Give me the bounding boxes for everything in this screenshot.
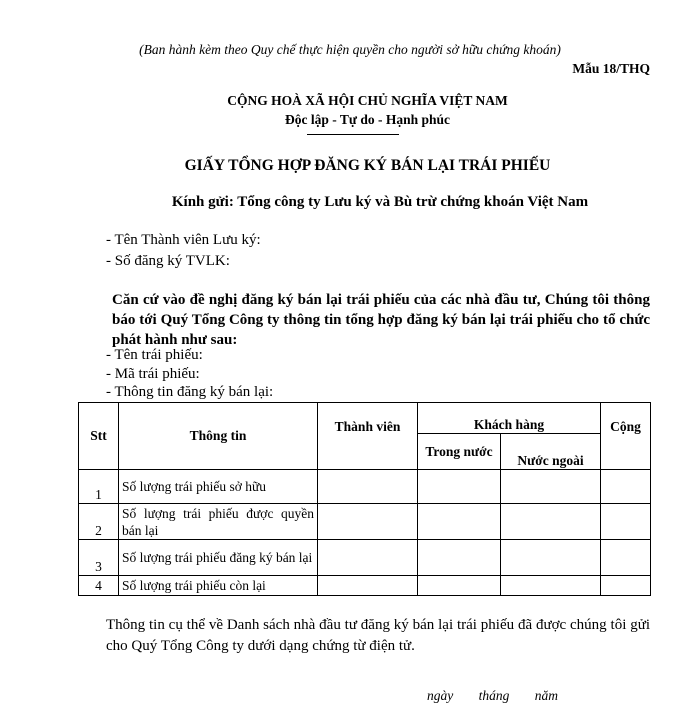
header-foreign: Nước ngoài	[501, 434, 601, 470]
row-label: Số lượng trái phiếu được quyền bán lại	[119, 504, 318, 540]
header-divider	[307, 134, 399, 135]
total-cell	[601, 504, 651, 540]
member-name-field: - Tên Thành viên Lưu ký:	[106, 232, 261, 248]
total-cell	[601, 540, 651, 576]
table-row	[79, 504, 651, 540]
table-row	[79, 576, 651, 596]
domestic-cell	[418, 540, 501, 576]
bond-code-field: - Mã trái phiếu:	[106, 366, 200, 382]
foreign-cell	[501, 470, 601, 504]
header-domestic: Trong nước	[418, 434, 501, 470]
row-label: Số lượng trái phiếu còn lại	[119, 576, 318, 596]
row-stt: 3	[79, 540, 119, 576]
domestic-cell	[418, 504, 501, 540]
document-title: GIẤY TỔNG HỢP ĐĂNG KÝ BÁN LẠI TRÁI PHIẾU	[184, 157, 551, 174]
closing-paragraph: Thông tin cụ thể về Danh sách nhà đầu tư đăng ký bán lại trái phiếu đã được chúng tôi gửi cho Quý Tổng Công ty dưới dạng chứng từ điện tử.	[106, 617, 650, 654]
total-cell	[601, 470, 651, 504]
member-cell	[318, 470, 418, 504]
registration-no-field: - Số đăng ký TVLK:	[106, 253, 230, 269]
row-stt: 2	[79, 504, 119, 540]
national-motto: Độc lập - Tự do - Hạnh phúc	[284, 112, 451, 127]
header-stt: Stt	[79, 403, 119, 470]
member-cell	[318, 504, 418, 540]
resale-summary-table	[78, 402, 651, 596]
date-line: ngày tháng năm	[427, 688, 558, 703]
national-title: CỘNG HOÀ XÃ HỘI CHỦ NGHĨA VIỆT NAM	[227, 93, 508, 108]
header-member: Thành viên	[318, 403, 418, 470]
foreign-cell	[501, 504, 601, 540]
table-row	[79, 470, 651, 504]
domestic-cell	[418, 470, 501, 504]
row-stt: 1	[79, 470, 119, 504]
form-code: Mẫu 18/THQ	[572, 61, 650, 76]
resale-info-field: - Thông tin đăng ký bán lại:	[106, 384, 274, 400]
member-cell	[318, 576, 418, 596]
bond-name-field: - Tên trái phiếu:	[106, 347, 203, 363]
intro-paragraph: Căn cứ vào đề nghị đăng ký bán lại trái phiếu của các nhà đầu tư, Chúng tôi thông báo tới Quý Tổng Công ty thông tin tổng hợp đăng ký bán lại trái phiếu cho tổ chức phát hành như sau:	[112, 292, 650, 348]
row-stt: 4	[79, 576, 119, 596]
total-cell	[601, 576, 651, 596]
header-info: Thông tin	[119, 403, 318, 470]
header-customer: Khách hàng	[418, 403, 601, 434]
decree-note: (Ban hành kèm theo Quy chế thực hiện quyền cho người sở hữu chứng khoán)	[139, 42, 561, 57]
row-label: Số lượng trái phiếu đăng ký bán lại	[119, 540, 318, 576]
foreign-cell	[501, 576, 601, 596]
domestic-cell	[418, 576, 501, 596]
foreign-cell	[501, 540, 601, 576]
header-total: Cộng	[601, 403, 651, 470]
row-label: Số lượng trái phiếu sở hữu	[119, 470, 318, 504]
greeting: Kính gửi: Tổng công ty Lưu ký và Bù trừ chứng khoán Việt Nam	[171, 194, 589, 210]
member-cell	[318, 540, 418, 576]
table-row	[79, 540, 651, 576]
